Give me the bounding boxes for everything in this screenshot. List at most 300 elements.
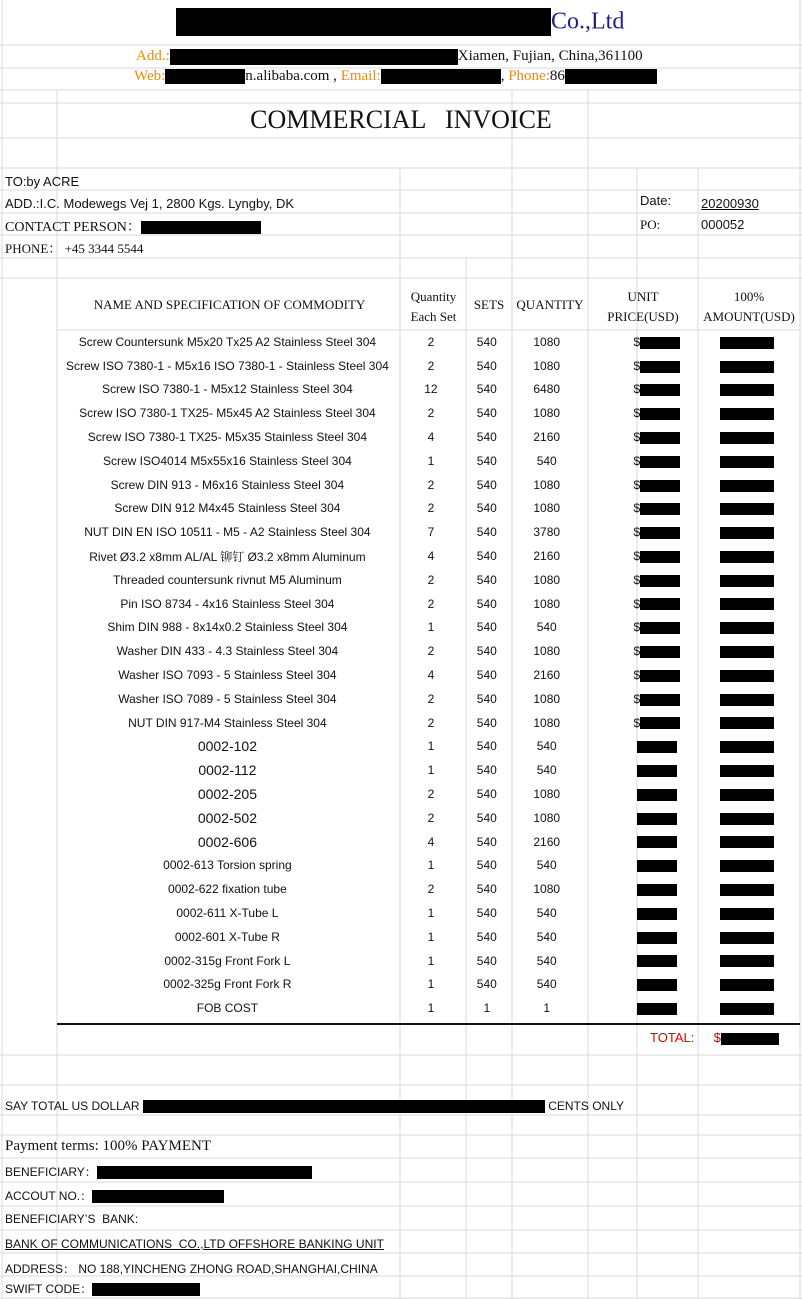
item-quantity: 1 bbox=[543, 1001, 551, 1016]
redacted-amount bbox=[720, 646, 774, 658]
item-qty-each-set: 2 bbox=[427, 477, 435, 492]
buyer-phone: PHONE： +45 3344 5544 bbox=[5, 241, 144, 256]
redacted-amount bbox=[720, 765, 774, 777]
item-amount bbox=[693, 473, 802, 497]
table-row bbox=[57, 949, 802, 973]
item-amount bbox=[693, 901, 802, 925]
redacted-amount bbox=[720, 551, 774, 563]
redacted-swift bbox=[92, 1283, 200, 1296]
col-header-unit-price bbox=[588, 287, 698, 327]
table-row bbox=[57, 973, 802, 997]
redacted-email bbox=[381, 69, 501, 84]
item-qty-each-set: 2 bbox=[427, 691, 435, 706]
web-label: Web: bbox=[134, 68, 166, 84]
item-qty-each-set: 12 bbox=[424, 382, 438, 397]
item-sets: 540 bbox=[476, 906, 497, 921]
item-unit-price bbox=[584, 854, 693, 878]
item-amount bbox=[693, 354, 802, 378]
item-quantity: 540 bbox=[536, 739, 557, 754]
item-name: Screw ISO 7380-1 TX25- M5x45 A2 Stainless Steel 304 bbox=[79, 406, 376, 421]
item-unit-price bbox=[584, 877, 693, 901]
item-name: 0002-502 bbox=[197, 809, 257, 826]
redacted-say-total bbox=[143, 1100, 545, 1113]
item-qty-each-set: 7 bbox=[427, 525, 435, 540]
address-tail: Xiamen, Fujian, China,361100 bbox=[457, 48, 643, 64]
redacted-amount bbox=[720, 670, 774, 682]
redacted-amount bbox=[720, 908, 774, 920]
item-quantity: 1080 bbox=[533, 406, 561, 421]
item-name: Screw Countersunk M5x20 Tx25 A2 Stainless Steel 304 bbox=[78, 334, 377, 349]
redacted-unit-price bbox=[637, 1003, 677, 1015]
redacted-amount bbox=[720, 622, 774, 634]
item-amount bbox=[693, 996, 802, 1020]
item-name: Washer ISO 7093 - 5 Stainless Steel 304 bbox=[118, 668, 337, 683]
item-qty-each-set: 1 bbox=[427, 620, 435, 635]
redacted-unit-price bbox=[640, 408, 680, 420]
item-unit-price bbox=[584, 592, 693, 616]
say-total-suffix: CENTS ONLY bbox=[548, 1099, 624, 1113]
redacted-amount bbox=[720, 1003, 774, 1015]
item-sets: 540 bbox=[476, 525, 497, 540]
redacted-unit-price bbox=[640, 384, 680, 396]
unit-currency: $ bbox=[633, 525, 641, 540]
item-qty-each-set: 2 bbox=[427, 810, 435, 825]
item-name: Washer ISO 7089 - 5 Stainless Steel 304 bbox=[118, 691, 337, 706]
item-sets: 540 bbox=[476, 953, 497, 968]
redacted-unit-price bbox=[640, 717, 680, 729]
redacted-unit-price bbox=[637, 908, 677, 920]
unit-line1: UNIT bbox=[627, 289, 659, 304]
unit-currency: $ bbox=[633, 477, 641, 492]
col-header-amount bbox=[698, 287, 800, 327]
amount-line1: 100% bbox=[733, 289, 765, 304]
company-suffix: Co.,Ltd bbox=[551, 8, 625, 35]
item-quantity: 540 bbox=[536, 453, 557, 468]
col-header-qty-each bbox=[400, 287, 467, 327]
unit-currency: $ bbox=[633, 644, 641, 659]
item-sets: 540 bbox=[476, 477, 497, 492]
item-sets: 540 bbox=[476, 834, 497, 849]
table-row bbox=[57, 616, 802, 640]
redacted-unit-price bbox=[640, 575, 680, 587]
item-qty-each-set: 1 bbox=[427, 1001, 435, 1016]
table-row bbox=[57, 401, 802, 425]
item-sets: 540 bbox=[476, 882, 497, 897]
redacted-unit-price bbox=[640, 551, 680, 563]
buyer-contact bbox=[5, 216, 261, 236]
item-name: 0002-613 Torsion spring bbox=[163, 858, 292, 873]
item-amount bbox=[693, 973, 802, 997]
redacted-amount bbox=[720, 860, 774, 872]
item-quantity: 1080 bbox=[533, 477, 561, 492]
item-amount bbox=[693, 497, 802, 521]
table-row bbox=[57, 497, 802, 521]
item-sets: 540 bbox=[476, 572, 497, 587]
item-quantity: 1080 bbox=[533, 882, 561, 897]
table-row bbox=[57, 592, 802, 616]
item-name: Pin ISO 8734 - 4x16 Stainless Steel 304 bbox=[120, 596, 335, 611]
item-amount bbox=[693, 949, 802, 973]
redacted-unit-price bbox=[640, 337, 680, 349]
redacted-amount bbox=[720, 408, 774, 420]
redacted-amount bbox=[720, 717, 774, 729]
item-unit-price bbox=[584, 497, 693, 521]
item-name: Screw ISO 7380-1 - M5x16 ISO 7380-1 - Stainless Steel 304 bbox=[65, 358, 389, 373]
date-value: 20200930 bbox=[701, 196, 759, 211]
item-amount bbox=[693, 616, 802, 640]
redacted-unit-price bbox=[640, 670, 680, 682]
bank-name: BANK OF COMMUNICATIONS CO.,LTD OFFSHORE BANKING UNIT bbox=[5, 1237, 384, 1251]
item-amount bbox=[693, 782, 802, 806]
item-qty-each-set: 2 bbox=[427, 501, 435, 516]
item-qty-each-set: 2 bbox=[427, 787, 435, 802]
item-amount bbox=[693, 568, 802, 592]
item-unit-price bbox=[584, 949, 693, 973]
item-sets: 540 bbox=[476, 620, 497, 635]
item-qty-each-set: 2 bbox=[427, 334, 435, 349]
unit-currency: $ bbox=[633, 715, 641, 730]
unit-currency: $ bbox=[633, 358, 641, 373]
item-unit-price bbox=[584, 687, 693, 711]
item-qty-each-set: 1 bbox=[427, 858, 435, 873]
total-label: TOTAL: bbox=[650, 1030, 695, 1045]
item-unit-price bbox=[584, 616, 693, 640]
date-label: Date: bbox=[640, 193, 672, 208]
po-value: 000052 bbox=[701, 217, 745, 232]
web-tail: n.alibaba.com , bbox=[245, 68, 337, 84]
item-qty-each-set: 1 bbox=[427, 739, 435, 754]
address-line bbox=[136, 48, 643, 65]
redacted-amount bbox=[720, 432, 774, 444]
redacted-amount bbox=[720, 836, 774, 848]
redacted-unit-price bbox=[640, 598, 680, 610]
item-amount bbox=[693, 449, 802, 473]
item-unit-price bbox=[584, 378, 693, 402]
buyer-to: TO:by ACRE bbox=[5, 174, 80, 189]
redacted-unit-price bbox=[637, 884, 677, 896]
item-qty-each-set: 2 bbox=[427, 644, 435, 659]
item-qty-each-set: 2 bbox=[427, 882, 435, 897]
col-header-quantity: QUANTITY bbox=[516, 297, 584, 312]
swift-code bbox=[5, 1280, 200, 1297]
payment-terms: Payment terms: 100% PAYMENT bbox=[5, 1138, 211, 1154]
item-name: 0002-611 X-Tube L bbox=[176, 906, 279, 921]
item-sets: 540 bbox=[476, 691, 497, 706]
unit-currency: $ bbox=[633, 668, 641, 683]
item-qty-each-set: 1 bbox=[427, 953, 435, 968]
item-unit-price bbox=[584, 520, 693, 544]
item-name: 0002-102 bbox=[197, 738, 257, 755]
item-unit-price bbox=[584, 735, 693, 759]
item-sets: 540 bbox=[476, 763, 497, 778]
items-table bbox=[57, 330, 802, 1020]
item-name: Screw ISO4014 M5x55x16 Stainless Steel 304 bbox=[103, 453, 352, 468]
redacted-amount bbox=[720, 979, 774, 991]
item-sets: 540 bbox=[476, 977, 497, 992]
item-quantity: 6480 bbox=[533, 382, 561, 397]
item-amount bbox=[693, 806, 802, 830]
table-row bbox=[57, 354, 802, 378]
item-unit-price bbox=[584, 996, 693, 1020]
redacted-unit-price bbox=[640, 456, 680, 468]
item-amount bbox=[693, 378, 802, 402]
table-row bbox=[57, 425, 802, 449]
item-quantity: 540 bbox=[536, 953, 557, 968]
item-unit-price bbox=[584, 782, 693, 806]
item-amount bbox=[693, 639, 802, 663]
item-sets: 540 bbox=[476, 382, 497, 397]
total-row bbox=[650, 1030, 779, 1045]
item-sets: 1 bbox=[483, 1001, 491, 1016]
table-row bbox=[57, 544, 802, 568]
item-quantity: 540 bbox=[536, 977, 557, 992]
item-name: 0002-622 fixation tube bbox=[168, 882, 287, 897]
item-quantity: 540 bbox=[536, 906, 557, 921]
item-sets: 540 bbox=[476, 453, 497, 468]
table-row bbox=[57, 735, 802, 759]
item-quantity: 1080 bbox=[533, 715, 561, 730]
item-quantity: 540 bbox=[536, 858, 557, 873]
item-name: Screw DIN 913 - M6x16 Stainless Steel 304 bbox=[110, 477, 345, 492]
item-quantity: 1080 bbox=[533, 572, 561, 587]
item-name: FOB COST bbox=[196, 1001, 259, 1016]
beneficiary-label: BENEFICIARY： bbox=[5, 1165, 97, 1179]
contact-label: CONTACT PERSON： bbox=[5, 220, 141, 235]
redacted-amount bbox=[720, 884, 774, 896]
redacted-unit-price bbox=[640, 694, 680, 706]
account-label: ACCOUT NO.： bbox=[5, 1189, 93, 1203]
email-tail: , bbox=[500, 68, 505, 84]
redacted-unit-price bbox=[640, 527, 680, 539]
account bbox=[5, 1187, 224, 1204]
item-qty-each-set: 4 bbox=[427, 834, 435, 849]
item-quantity: 1080 bbox=[533, 501, 561, 516]
buyer-address: ADD.:I.C. Modewegs Vej 1, 2800 Kgs. Lyngby, DK bbox=[5, 196, 295, 211]
table-row bbox=[57, 758, 802, 782]
redacted-amount bbox=[720, 598, 774, 610]
redacted-unit-price bbox=[637, 741, 677, 753]
item-qty-each-set: 4 bbox=[427, 430, 435, 445]
item-qty-each-set: 2 bbox=[427, 572, 435, 587]
item-name: Screw ISO 7380-1 TX25- M5x35 Stainless Steel 304 bbox=[87, 430, 368, 445]
item-sets: 540 bbox=[476, 406, 497, 421]
phone-label: Phone: bbox=[508, 68, 550, 84]
item-qty-each-set: 4 bbox=[427, 668, 435, 683]
redacted-web bbox=[165, 69, 245, 84]
unit-currency: $ bbox=[633, 501, 641, 516]
bank-address: ADDRESS： NO 188,YINCHENG ZHONG ROAD,SHANGHAI,CHINA bbox=[5, 1262, 378, 1276]
table-row bbox=[57, 806, 802, 830]
item-amount bbox=[693, 520, 802, 544]
item-name: Washer DIN 433 - 4.3 Stainless Steel 304 bbox=[116, 644, 339, 659]
item-sets: 540 bbox=[476, 739, 497, 754]
table-row bbox=[57, 663, 802, 687]
item-amount bbox=[693, 877, 802, 901]
unit-currency: $ bbox=[633, 453, 641, 468]
item-quantity: 540 bbox=[536, 763, 557, 778]
company-name bbox=[176, 8, 624, 38]
table-row bbox=[57, 378, 802, 402]
redacted-address bbox=[170, 49, 458, 65]
item-sets: 540 bbox=[476, 549, 497, 564]
redacted-unit-price bbox=[637, 932, 677, 944]
item-qty-each-set: 2 bbox=[427, 596, 435, 611]
item-quantity: 2160 bbox=[533, 834, 561, 849]
redacted-unit-price bbox=[637, 955, 677, 967]
item-quantity: 2160 bbox=[533, 668, 561, 683]
redacted-account bbox=[92, 1190, 224, 1203]
item-name: NUT DIN EN ISO 10511 - M5 - A2 Stainless Steel 304 bbox=[84, 525, 371, 540]
redacted-amount bbox=[720, 337, 774, 349]
redacted-amount bbox=[720, 480, 774, 492]
table-row bbox=[57, 520, 802, 544]
item-sets: 540 bbox=[476, 787, 497, 802]
unit-currency: $ bbox=[633, 620, 641, 635]
item-unit-price bbox=[584, 568, 693, 592]
item-sets: 540 bbox=[476, 858, 497, 873]
redacted-beneficiary bbox=[97, 1166, 312, 1179]
item-quantity: 1080 bbox=[533, 644, 561, 659]
item-sets: 540 bbox=[476, 334, 497, 349]
phone-prefix: 86 bbox=[549, 68, 565, 84]
item-amount bbox=[693, 830, 802, 854]
item-unit-price bbox=[584, 711, 693, 735]
redacted-amount bbox=[720, 955, 774, 967]
item-quantity: 1080 bbox=[533, 358, 561, 373]
item-qty-each-set: 2 bbox=[427, 406, 435, 421]
item-amount bbox=[693, 401, 802, 425]
table-row bbox=[57, 854, 802, 878]
redacted-amount bbox=[720, 361, 774, 373]
item-amount bbox=[693, 854, 802, 878]
item-quantity: 1080 bbox=[533, 691, 561, 706]
table-row bbox=[57, 711, 802, 735]
table-row bbox=[57, 568, 802, 592]
item-unit-price bbox=[584, 663, 693, 687]
redacted-unit-price bbox=[640, 622, 680, 634]
item-unit-price bbox=[584, 425, 693, 449]
unit-currency: $ bbox=[633, 572, 641, 587]
redacted-contact bbox=[141, 221, 261, 234]
item-quantity: 3780 bbox=[533, 525, 561, 540]
redacted-unit-price bbox=[640, 361, 680, 373]
item-sets: 540 bbox=[476, 430, 497, 445]
item-name: Threaded countersunk rivnut M5 Aluminum bbox=[113, 572, 342, 587]
redacted-unit-price bbox=[637, 813, 677, 825]
item-quantity: 1080 bbox=[533, 596, 561, 611]
item-quantity: 540 bbox=[536, 929, 557, 944]
redacted-total bbox=[721, 1033, 779, 1045]
item-amount bbox=[693, 592, 802, 616]
redacted-company-name bbox=[176, 8, 551, 36]
redacted-phone bbox=[565, 69, 657, 84]
redacted-amount bbox=[720, 575, 774, 587]
item-amount bbox=[693, 758, 802, 782]
item-amount bbox=[693, 663, 802, 687]
item-quantity: 2160 bbox=[533, 549, 561, 564]
item-amount bbox=[693, 925, 802, 949]
item-sets: 540 bbox=[476, 501, 497, 516]
item-quantity: 1080 bbox=[533, 334, 561, 349]
bank-label: BENEFICIARY’S BANK: bbox=[5, 1212, 139, 1226]
table-row bbox=[57, 687, 802, 711]
item-sets: 540 bbox=[476, 668, 497, 683]
item-unit-price bbox=[584, 401, 693, 425]
item-name: Rivet Ø3.2 x8mm AL/AL 铆钉 Ø3.2 x8mm Aluminum bbox=[89, 549, 366, 564]
redacted-amount bbox=[720, 694, 774, 706]
redacted-amount bbox=[720, 384, 774, 396]
table-row bbox=[57, 996, 802, 1020]
item-name: 0002-205 bbox=[197, 786, 257, 803]
item-qty-each-set: 2 bbox=[427, 715, 435, 730]
unit-currency: $ bbox=[633, 549, 641, 564]
table-row bbox=[57, 782, 802, 806]
redacted-amount bbox=[720, 813, 774, 825]
item-unit-price bbox=[584, 901, 693, 925]
item-amount bbox=[693, 544, 802, 568]
unit-currency: $ bbox=[633, 596, 641, 611]
table-row bbox=[57, 639, 802, 663]
po-label: PO: bbox=[640, 217, 661, 232]
item-unit-price bbox=[584, 354, 693, 378]
table-row bbox=[57, 330, 802, 354]
swift-label: SWIFT CODE： bbox=[5, 1282, 93, 1296]
item-unit-price bbox=[584, 925, 693, 949]
qty-each-line2: Each Set bbox=[410, 309, 457, 324]
redacted-unit-price bbox=[640, 503, 680, 515]
redacted-unit-price bbox=[637, 979, 677, 991]
item-qty-each-set: 1 bbox=[427, 763, 435, 778]
item-name: Screw DIN 912 M4x45 Stainless Steel 304 bbox=[114, 501, 341, 516]
redacted-amount bbox=[720, 789, 774, 801]
redacted-amount bbox=[720, 741, 774, 753]
item-qty-each-set: 1 bbox=[427, 929, 435, 944]
item-name: Shim DIN 988 - 8x14x0.2 Stainless Steel 304 bbox=[107, 620, 348, 635]
item-name: 0002-601 X-Tube R bbox=[174, 929, 280, 944]
unit-currency: $ bbox=[633, 406, 641, 421]
item-unit-price bbox=[584, 449, 693, 473]
address-label: Add.: bbox=[136, 48, 170, 64]
total-currency: $ bbox=[713, 1030, 721, 1045]
item-unit-price bbox=[584, 830, 693, 854]
item-qty-each-set: 2 bbox=[427, 358, 435, 373]
contact-line bbox=[134, 68, 657, 85]
col-header-name: NAME AND SPECIFICATION OF COMMODITY bbox=[93, 297, 366, 312]
item-name: NUT DIN 917-M4 Stainless Steel 304 bbox=[128, 715, 327, 730]
redacted-unit-price bbox=[640, 646, 680, 658]
say-total-prefix: SAY TOTAL US DOLLAR bbox=[5, 1099, 140, 1113]
item-unit-price bbox=[584, 544, 693, 568]
say-total bbox=[5, 1099, 624, 1113]
item-sets: 540 bbox=[476, 644, 497, 659]
item-qty-each-set: 1 bbox=[427, 453, 435, 468]
redacted-amount bbox=[720, 503, 774, 515]
item-quantity: 2160 bbox=[533, 430, 561, 445]
page-title: COMMERCIAL INVOICE bbox=[250, 105, 552, 134]
redacted-unit-price bbox=[637, 836, 677, 848]
item-sets: 540 bbox=[476, 810, 497, 825]
unit-currency: $ bbox=[633, 430, 641, 445]
item-qty-each-set: 1 bbox=[427, 906, 435, 921]
item-quantity: 1080 bbox=[533, 810, 561, 825]
item-name: Screw ISO 7380-1 - M5x12 Stainless Steel 304 bbox=[102, 382, 353, 397]
redacted-unit-price bbox=[637, 765, 677, 777]
table-row bbox=[57, 877, 802, 901]
item-name: 0002-606 bbox=[197, 833, 257, 850]
redacted-unit-price bbox=[640, 480, 680, 492]
redacted-amount bbox=[720, 932, 774, 944]
unit-currency: $ bbox=[633, 382, 641, 397]
